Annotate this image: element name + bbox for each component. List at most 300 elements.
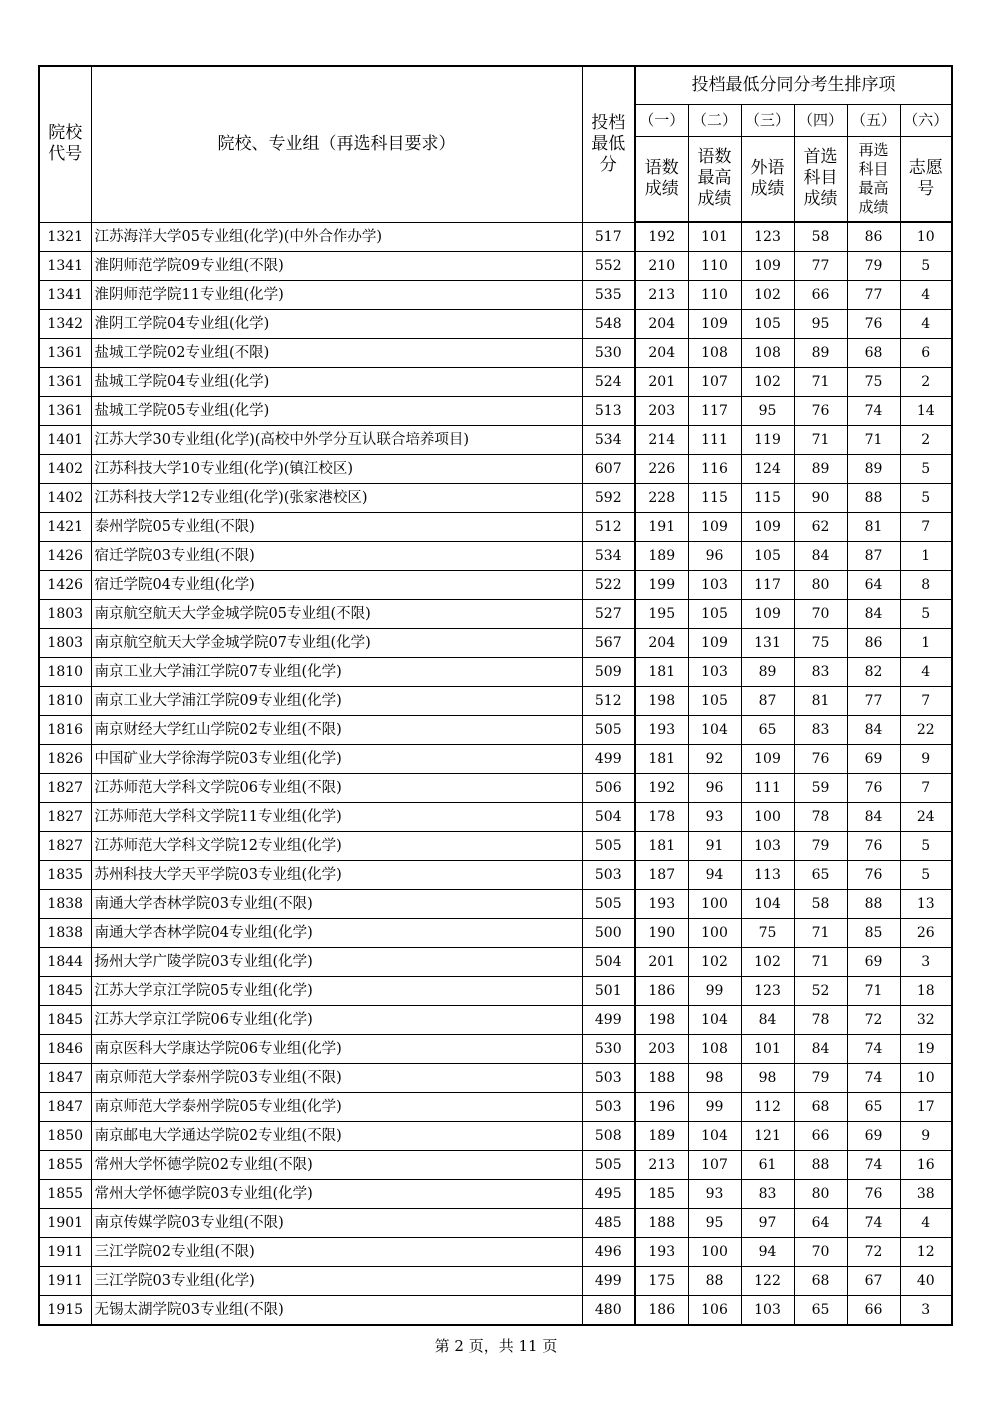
cell-chinese-math: 193	[635, 716, 688, 745]
cell-first-subject: 76	[794, 397, 847, 426]
cell-min-score: 480	[582, 1296, 635, 1326]
cell-first-subject: 71	[794, 948, 847, 977]
cell-min-score: 503	[582, 861, 635, 890]
cell-chinese-math-max: 96	[688, 774, 741, 803]
cell-chinese-math: 188	[635, 1064, 688, 1093]
cell-choice-number: 4	[900, 1209, 952, 1238]
cell-second-subject-max: 75	[847, 368, 900, 397]
table-row	[39, 890, 952, 919]
cell-school-code: 1426	[39, 542, 91, 571]
table-row	[39, 281, 952, 310]
cell-chinese-math: 204	[635, 629, 688, 658]
cell-second-subject-max: 76	[847, 310, 900, 339]
cell-first-subject: 83	[794, 658, 847, 687]
cell-chinese-math-max: 103	[688, 658, 741, 687]
cell-chinese-math-max: 100	[688, 890, 741, 919]
cell-chinese-math: 186	[635, 977, 688, 1006]
cell-group-name: 江苏科技大学10专业组(化学)(镇江校区)	[91, 455, 582, 484]
cell-second-subject-max: 77	[847, 687, 900, 716]
cell-choice-number: 1	[900, 629, 952, 658]
cell-group-name: 淮阴师范学院09专业组(不限)	[91, 252, 582, 281]
header-sub-label: 外语成绩	[741, 136, 794, 222]
cell-min-score: 508	[582, 1122, 635, 1151]
table-row	[39, 484, 952, 513]
cell-first-subject: 81	[794, 687, 847, 716]
cell-chinese-math-max: 102	[688, 948, 741, 977]
cell-group-name: 常州大学怀德学院02专业组(不限)	[91, 1151, 582, 1180]
cell-chinese-math: 192	[635, 222, 688, 252]
cell-school-code: 1421	[39, 513, 91, 542]
cell-chinese-math-max: 104	[688, 1122, 741, 1151]
header-sub-index: （三）	[741, 104, 794, 136]
table-row	[39, 1209, 952, 1238]
cell-min-score: 592	[582, 484, 635, 513]
table-row	[39, 571, 952, 600]
cell-choice-number: 7	[900, 687, 952, 716]
table-row	[39, 1296, 952, 1326]
cell-foreign-language: 115	[741, 484, 794, 513]
cell-group-name: 中国矿业大学徐海学院03专业组(化学)	[91, 745, 582, 774]
cell-chinese-math: 203	[635, 397, 688, 426]
cell-chinese-math-max: 111	[688, 426, 741, 455]
cell-school-code: 1850	[39, 1122, 91, 1151]
cell-choice-number: 5	[900, 832, 952, 861]
cell-group-name: 南京传媒学院03专业组(不限)	[91, 1209, 582, 1238]
cell-chinese-math: 213	[635, 281, 688, 310]
cell-second-subject-max: 84	[847, 600, 900, 629]
cell-group-name: 江苏海洋大学05专业组(化学)(中外合作办学)	[91, 222, 582, 252]
cell-chinese-math: 204	[635, 339, 688, 368]
table-row	[39, 339, 952, 368]
header-sub-index: （四）	[794, 104, 847, 136]
cell-foreign-language: 102	[741, 281, 794, 310]
cell-min-score: 504	[582, 948, 635, 977]
cell-school-code: 1827	[39, 803, 91, 832]
cell-choice-number: 16	[900, 1151, 952, 1180]
cell-choice-number: 3	[900, 1296, 952, 1326]
cell-second-subject-max: 87	[847, 542, 900, 571]
cell-min-score: 501	[582, 977, 635, 1006]
cell-first-subject: 79	[794, 832, 847, 861]
table-row	[39, 1238, 952, 1267]
cell-second-subject-max: 74	[847, 1209, 900, 1238]
table-row	[39, 455, 952, 484]
cell-foreign-language: 123	[741, 222, 794, 252]
cell-chinese-math: 193	[635, 890, 688, 919]
admission-score-table	[38, 65, 953, 1326]
cell-school-code: 1845	[39, 977, 91, 1006]
cell-second-subject-max: 71	[847, 977, 900, 1006]
cell-school-code: 1361	[39, 339, 91, 368]
cell-chinese-math: 192	[635, 774, 688, 803]
table-row	[39, 1180, 952, 1209]
cell-chinese-math-max: 109	[688, 629, 741, 658]
cell-group-name: 南京师范大学泰州学院03专业组(不限)	[91, 1064, 582, 1093]
cell-choice-number: 5	[900, 861, 952, 890]
cell-second-subject-max: 81	[847, 513, 900, 542]
cell-school-code: 1838	[39, 919, 91, 948]
cell-second-subject-max: 69	[847, 948, 900, 977]
cell-min-score: 504	[582, 803, 635, 832]
cell-foreign-language: 87	[741, 687, 794, 716]
cell-group-name: 南京航空航天大学金城学院07专业组(化学)	[91, 629, 582, 658]
cell-first-subject: 77	[794, 252, 847, 281]
cell-first-subject: 70	[794, 600, 847, 629]
cell-first-subject: 89	[794, 455, 847, 484]
cell-min-score: 485	[582, 1209, 635, 1238]
cell-choice-number: 4	[900, 281, 952, 310]
table-row	[39, 222, 952, 252]
cell-min-score: 505	[582, 1151, 635, 1180]
cell-school-code: 1341	[39, 252, 91, 281]
header-sub-label: 语数成绩	[635, 136, 688, 222]
cell-first-subject: 71	[794, 919, 847, 948]
cell-school-code: 1855	[39, 1180, 91, 1209]
cell-min-score: 522	[582, 571, 635, 600]
cell-chinese-math: 188	[635, 1209, 688, 1238]
cell-min-score: 567	[582, 629, 635, 658]
table-row	[39, 919, 952, 948]
table-row	[39, 1151, 952, 1180]
cell-second-subject-max: 79	[847, 252, 900, 281]
cell-group-name: 南通大学杏林学院03专业组(不限)	[91, 890, 582, 919]
cell-first-subject: 62	[794, 513, 847, 542]
cell-group-name: 南京财经大学红山学院02专业组(不限)	[91, 716, 582, 745]
cell-first-subject: 71	[794, 426, 847, 455]
cell-first-subject: 66	[794, 281, 847, 310]
cell-second-subject-max: 86	[847, 222, 900, 252]
cell-foreign-language: 103	[741, 832, 794, 861]
header-sub-index: （一）	[635, 104, 688, 136]
cell-chinese-math-max: 109	[688, 310, 741, 339]
cell-first-subject: 89	[794, 339, 847, 368]
cell-foreign-language: 124	[741, 455, 794, 484]
cell-choice-number: 26	[900, 919, 952, 948]
cell-first-subject: 95	[794, 310, 847, 339]
cell-choice-number: 1	[900, 542, 952, 571]
cell-choice-number: 5	[900, 252, 952, 281]
cell-choice-number: 10	[900, 1064, 952, 1093]
cell-chinese-math: 199	[635, 571, 688, 600]
cell-second-subject-max: 72	[847, 1006, 900, 1035]
table-row	[39, 252, 952, 281]
cell-school-code: 1855	[39, 1151, 91, 1180]
cell-first-subject: 65	[794, 1296, 847, 1326]
cell-group-name: 淮阴师范学院11专业组(化学)	[91, 281, 582, 310]
cell-first-subject: 66	[794, 1122, 847, 1151]
cell-min-score: 495	[582, 1180, 635, 1209]
cell-chinese-math-max: 110	[688, 252, 741, 281]
cell-foreign-language: 102	[741, 948, 794, 977]
cell-min-score: 496	[582, 1238, 635, 1267]
cell-foreign-language: 109	[741, 745, 794, 774]
cell-school-code: 1844	[39, 948, 91, 977]
cell-choice-number: 32	[900, 1006, 952, 1035]
table-row	[39, 774, 952, 803]
cell-group-name: 盐城工学院04专业组(化学)	[91, 368, 582, 397]
table-row	[39, 397, 952, 426]
cell-group-name: 苏州科技大学天平学院03专业组(化学)	[91, 861, 582, 890]
cell-second-subject-max: 76	[847, 861, 900, 890]
cell-school-code: 1803	[39, 629, 91, 658]
cell-foreign-language: 83	[741, 1180, 794, 1209]
cell-group-name: 南京工业大学浦江学院07专业组(化学)	[91, 658, 582, 687]
cell-first-subject: 88	[794, 1151, 847, 1180]
cell-chinese-math-max: 93	[688, 803, 741, 832]
cell-chinese-math-max: 106	[688, 1296, 741, 1326]
cell-min-score: 500	[582, 919, 635, 948]
cell-min-score: 527	[582, 600, 635, 629]
cell-min-score: 512	[582, 513, 635, 542]
cell-foreign-language: 61	[741, 1151, 794, 1180]
header-sub-label: 再选科目最高成绩	[847, 136, 900, 222]
cell-school-code: 1847	[39, 1064, 91, 1093]
cell-chinese-math-max: 92	[688, 745, 741, 774]
cell-chinese-math: 189	[635, 1122, 688, 1151]
cell-school-code: 1816	[39, 716, 91, 745]
cell-min-score: 530	[582, 339, 635, 368]
cell-foreign-language: 103	[741, 1296, 794, 1326]
cell-group-name: 三江学院02专业组(不限)	[91, 1238, 582, 1267]
cell-choice-number: 2	[900, 426, 952, 455]
cell-group-name: 南京医科大学康达学院06专业组(化学)	[91, 1035, 582, 1064]
cell-group-name: 扬州大学广陵学院03专业组(化学)	[91, 948, 582, 977]
cell-second-subject-max: 66	[847, 1296, 900, 1326]
header-sub-index: （二）	[688, 104, 741, 136]
cell-group-name: 无锡太湖学院03专业组(不限)	[91, 1296, 582, 1326]
cell-min-score: 499	[582, 1006, 635, 1035]
cell-foreign-language: 112	[741, 1093, 794, 1122]
cell-school-code: 1846	[39, 1035, 91, 1064]
cell-first-subject: 84	[794, 542, 847, 571]
cell-choice-number: 7	[900, 774, 952, 803]
cell-choice-number: 10	[900, 222, 952, 252]
cell-choice-number: 7	[900, 513, 952, 542]
cell-chinese-math-max: 88	[688, 1267, 741, 1296]
cell-choice-number: 5	[900, 455, 952, 484]
cell-group-name: 宿迁学院04专业组(化学)	[91, 571, 582, 600]
cell-choice-number: 18	[900, 977, 952, 1006]
cell-min-score: 552	[582, 252, 635, 281]
cell-second-subject-max: 76	[847, 774, 900, 803]
cell-first-subject: 78	[794, 1006, 847, 1035]
cell-choice-number: 38	[900, 1180, 952, 1209]
cell-group-name: 南京工业大学浦江学院09专业组(化学)	[91, 687, 582, 716]
table-row	[39, 658, 952, 687]
cell-chinese-math: 181	[635, 658, 688, 687]
cell-group-name: 淮阴工学院04专业组(化学)	[91, 310, 582, 339]
cell-chinese-math: 187	[635, 861, 688, 890]
cell-first-subject: 58	[794, 222, 847, 252]
cell-choice-number: 14	[900, 397, 952, 426]
cell-min-score: 517	[582, 222, 635, 252]
cell-chinese-math: 196	[635, 1093, 688, 1122]
cell-foreign-language: 105	[741, 542, 794, 571]
table-row	[39, 1122, 952, 1151]
cell-school-code: 1845	[39, 1006, 91, 1035]
cell-second-subject-max: 85	[847, 919, 900, 948]
cell-foreign-language: 109	[741, 252, 794, 281]
cell-second-subject-max: 72	[847, 1238, 900, 1267]
cell-chinese-math-max: 110	[688, 281, 741, 310]
cell-second-subject-max: 74	[847, 397, 900, 426]
cell-choice-number: 22	[900, 716, 952, 745]
table-row	[39, 1035, 952, 1064]
cell-foreign-language: 65	[741, 716, 794, 745]
cell-chinese-math: 193	[635, 1238, 688, 1267]
table-row	[39, 1006, 952, 1035]
cell-chinese-math: 190	[635, 919, 688, 948]
cell-school-code: 1803	[39, 600, 91, 629]
cell-foreign-language: 75	[741, 919, 794, 948]
cell-foreign-language: 119	[741, 426, 794, 455]
cell-chinese-math-max: 99	[688, 1093, 741, 1122]
table-row	[39, 1267, 952, 1296]
cell-foreign-language: 113	[741, 861, 794, 890]
cell-first-subject: 68	[794, 1267, 847, 1296]
cell-group-name: 南京航空航天大学金城学院05专业组(不限)	[91, 600, 582, 629]
table-row	[39, 861, 952, 890]
cell-min-score: 534	[582, 426, 635, 455]
cell-group-name: 三江学院03专业组(化学)	[91, 1267, 582, 1296]
cell-second-subject-max: 69	[847, 745, 900, 774]
cell-school-code: 1827	[39, 774, 91, 803]
cell-first-subject: 64	[794, 1209, 847, 1238]
cell-chinese-math-max: 117	[688, 397, 741, 426]
cell-school-code: 1838	[39, 890, 91, 919]
header-sub-index: （五）	[847, 104, 900, 136]
cell-second-subject-max: 64	[847, 571, 900, 600]
cell-school-code: 1847	[39, 1093, 91, 1122]
cell-school-code: 1342	[39, 310, 91, 339]
cell-foreign-language: 95	[741, 397, 794, 426]
cell-chinese-math-max: 105	[688, 687, 741, 716]
table-row	[39, 600, 952, 629]
cell-group-name: 江苏师范大学科文学院06专业组(不限)	[91, 774, 582, 803]
cell-second-subject-max: 67	[847, 1267, 900, 1296]
cell-foreign-language: 94	[741, 1238, 794, 1267]
cell-second-subject-max: 88	[847, 484, 900, 513]
cell-chinese-math: 181	[635, 745, 688, 774]
cell-group-name: 南京邮电大学通达学院02专业组(不限)	[91, 1122, 582, 1151]
table-row	[39, 513, 952, 542]
cell-school-code: 1341	[39, 281, 91, 310]
cell-foreign-language: 108	[741, 339, 794, 368]
cell-school-code: 1911	[39, 1267, 91, 1296]
cell-min-score: 512	[582, 687, 635, 716]
cell-choice-number: 24	[900, 803, 952, 832]
cell-second-subject-max: 89	[847, 455, 900, 484]
table-row	[39, 310, 952, 339]
cell-first-subject: 76	[794, 745, 847, 774]
cell-chinese-math-max: 93	[688, 1180, 741, 1209]
header-min-score: 投档最低分	[582, 66, 635, 222]
cell-group-name: 江苏大学京江学院06专业组(化学)	[91, 1006, 582, 1035]
cell-min-score: 505	[582, 890, 635, 919]
cell-chinese-math: 198	[635, 1006, 688, 1035]
cell-second-subject-max: 84	[847, 803, 900, 832]
cell-choice-number: 13	[900, 890, 952, 919]
cell-chinese-math: 195	[635, 600, 688, 629]
cell-foreign-language: 89	[741, 658, 794, 687]
cell-first-subject: 58	[794, 890, 847, 919]
cell-foreign-language: 117	[741, 571, 794, 600]
cell-foreign-language: 109	[741, 513, 794, 542]
cell-chinese-math: 189	[635, 542, 688, 571]
cell-chinese-math-max: 98	[688, 1064, 741, 1093]
table-row	[39, 948, 952, 977]
table-row	[39, 745, 952, 774]
cell-second-subject-max: 82	[847, 658, 900, 687]
cell-group-name: 盐城工学院05专业组(化学)	[91, 397, 582, 426]
cell-min-score: 499	[582, 1267, 635, 1296]
cell-group-name: 江苏科技大学12专业组(化学)(张家港校区)	[91, 484, 582, 513]
cell-chinese-math-max: 108	[688, 339, 741, 368]
cell-choice-number: 17	[900, 1093, 952, 1122]
header-school-code: 院校代号	[39, 66, 91, 222]
cell-chinese-math: 201	[635, 368, 688, 397]
cell-chinese-math: 203	[635, 1035, 688, 1064]
cell-school-code: 1402	[39, 484, 91, 513]
cell-choice-number: 5	[900, 484, 952, 513]
cell-second-subject-max: 84	[847, 716, 900, 745]
cell-foreign-language: 131	[741, 629, 794, 658]
cell-choice-number: 2	[900, 368, 952, 397]
cell-chinese-math-max: 95	[688, 1209, 741, 1238]
cell-min-score: 535	[582, 281, 635, 310]
cell-min-score: 505	[582, 832, 635, 861]
table-row	[39, 542, 952, 571]
cell-chinese-math-max: 96	[688, 542, 741, 571]
cell-second-subject-max: 77	[847, 281, 900, 310]
cell-foreign-language: 100	[741, 803, 794, 832]
cell-second-subject-max: 71	[847, 426, 900, 455]
cell-school-code: 1321	[39, 222, 91, 252]
cell-chinese-math: 213	[635, 1151, 688, 1180]
cell-first-subject: 52	[794, 977, 847, 1006]
cell-choice-number: 3	[900, 948, 952, 977]
cell-chinese-math: 214	[635, 426, 688, 455]
header-sub-index: （六）	[900, 104, 952, 136]
cell-chinese-math: 198	[635, 687, 688, 716]
table-row	[39, 1064, 952, 1093]
table-row	[39, 426, 952, 455]
cell-school-code: 1361	[39, 368, 91, 397]
cell-group-name: 南京师范大学泰州学院05专业组(化学)	[91, 1093, 582, 1122]
cell-chinese-math-max: 109	[688, 513, 741, 542]
table-row	[39, 977, 952, 1006]
cell-chinese-math: 185	[635, 1180, 688, 1209]
cell-first-subject: 65	[794, 861, 847, 890]
cell-school-code: 1401	[39, 426, 91, 455]
cell-chinese-math: 210	[635, 252, 688, 281]
cell-choice-number: 40	[900, 1267, 952, 1296]
cell-choice-number: 4	[900, 658, 952, 687]
header-sub-label: 语数最高成绩	[688, 136, 741, 222]
cell-chinese-math-max: 104	[688, 716, 741, 745]
cell-school-code: 1911	[39, 1238, 91, 1267]
cell-group-name: 江苏大学30专业组(化学)(高校中外学分互认联合培养项目)	[91, 426, 582, 455]
page-footer: 第 2 页，共 11 页	[434, 1337, 558, 1355]
header-sub-label: 志愿号	[900, 136, 952, 222]
cell-chinese-math-max: 108	[688, 1035, 741, 1064]
cell-foreign-language: 101	[741, 1035, 794, 1064]
cell-chinese-math: 178	[635, 803, 688, 832]
cell-second-subject-max: 74	[847, 1035, 900, 1064]
cell-chinese-math: 204	[635, 310, 688, 339]
cell-min-score: 503	[582, 1064, 635, 1093]
cell-chinese-math-max: 116	[688, 455, 741, 484]
